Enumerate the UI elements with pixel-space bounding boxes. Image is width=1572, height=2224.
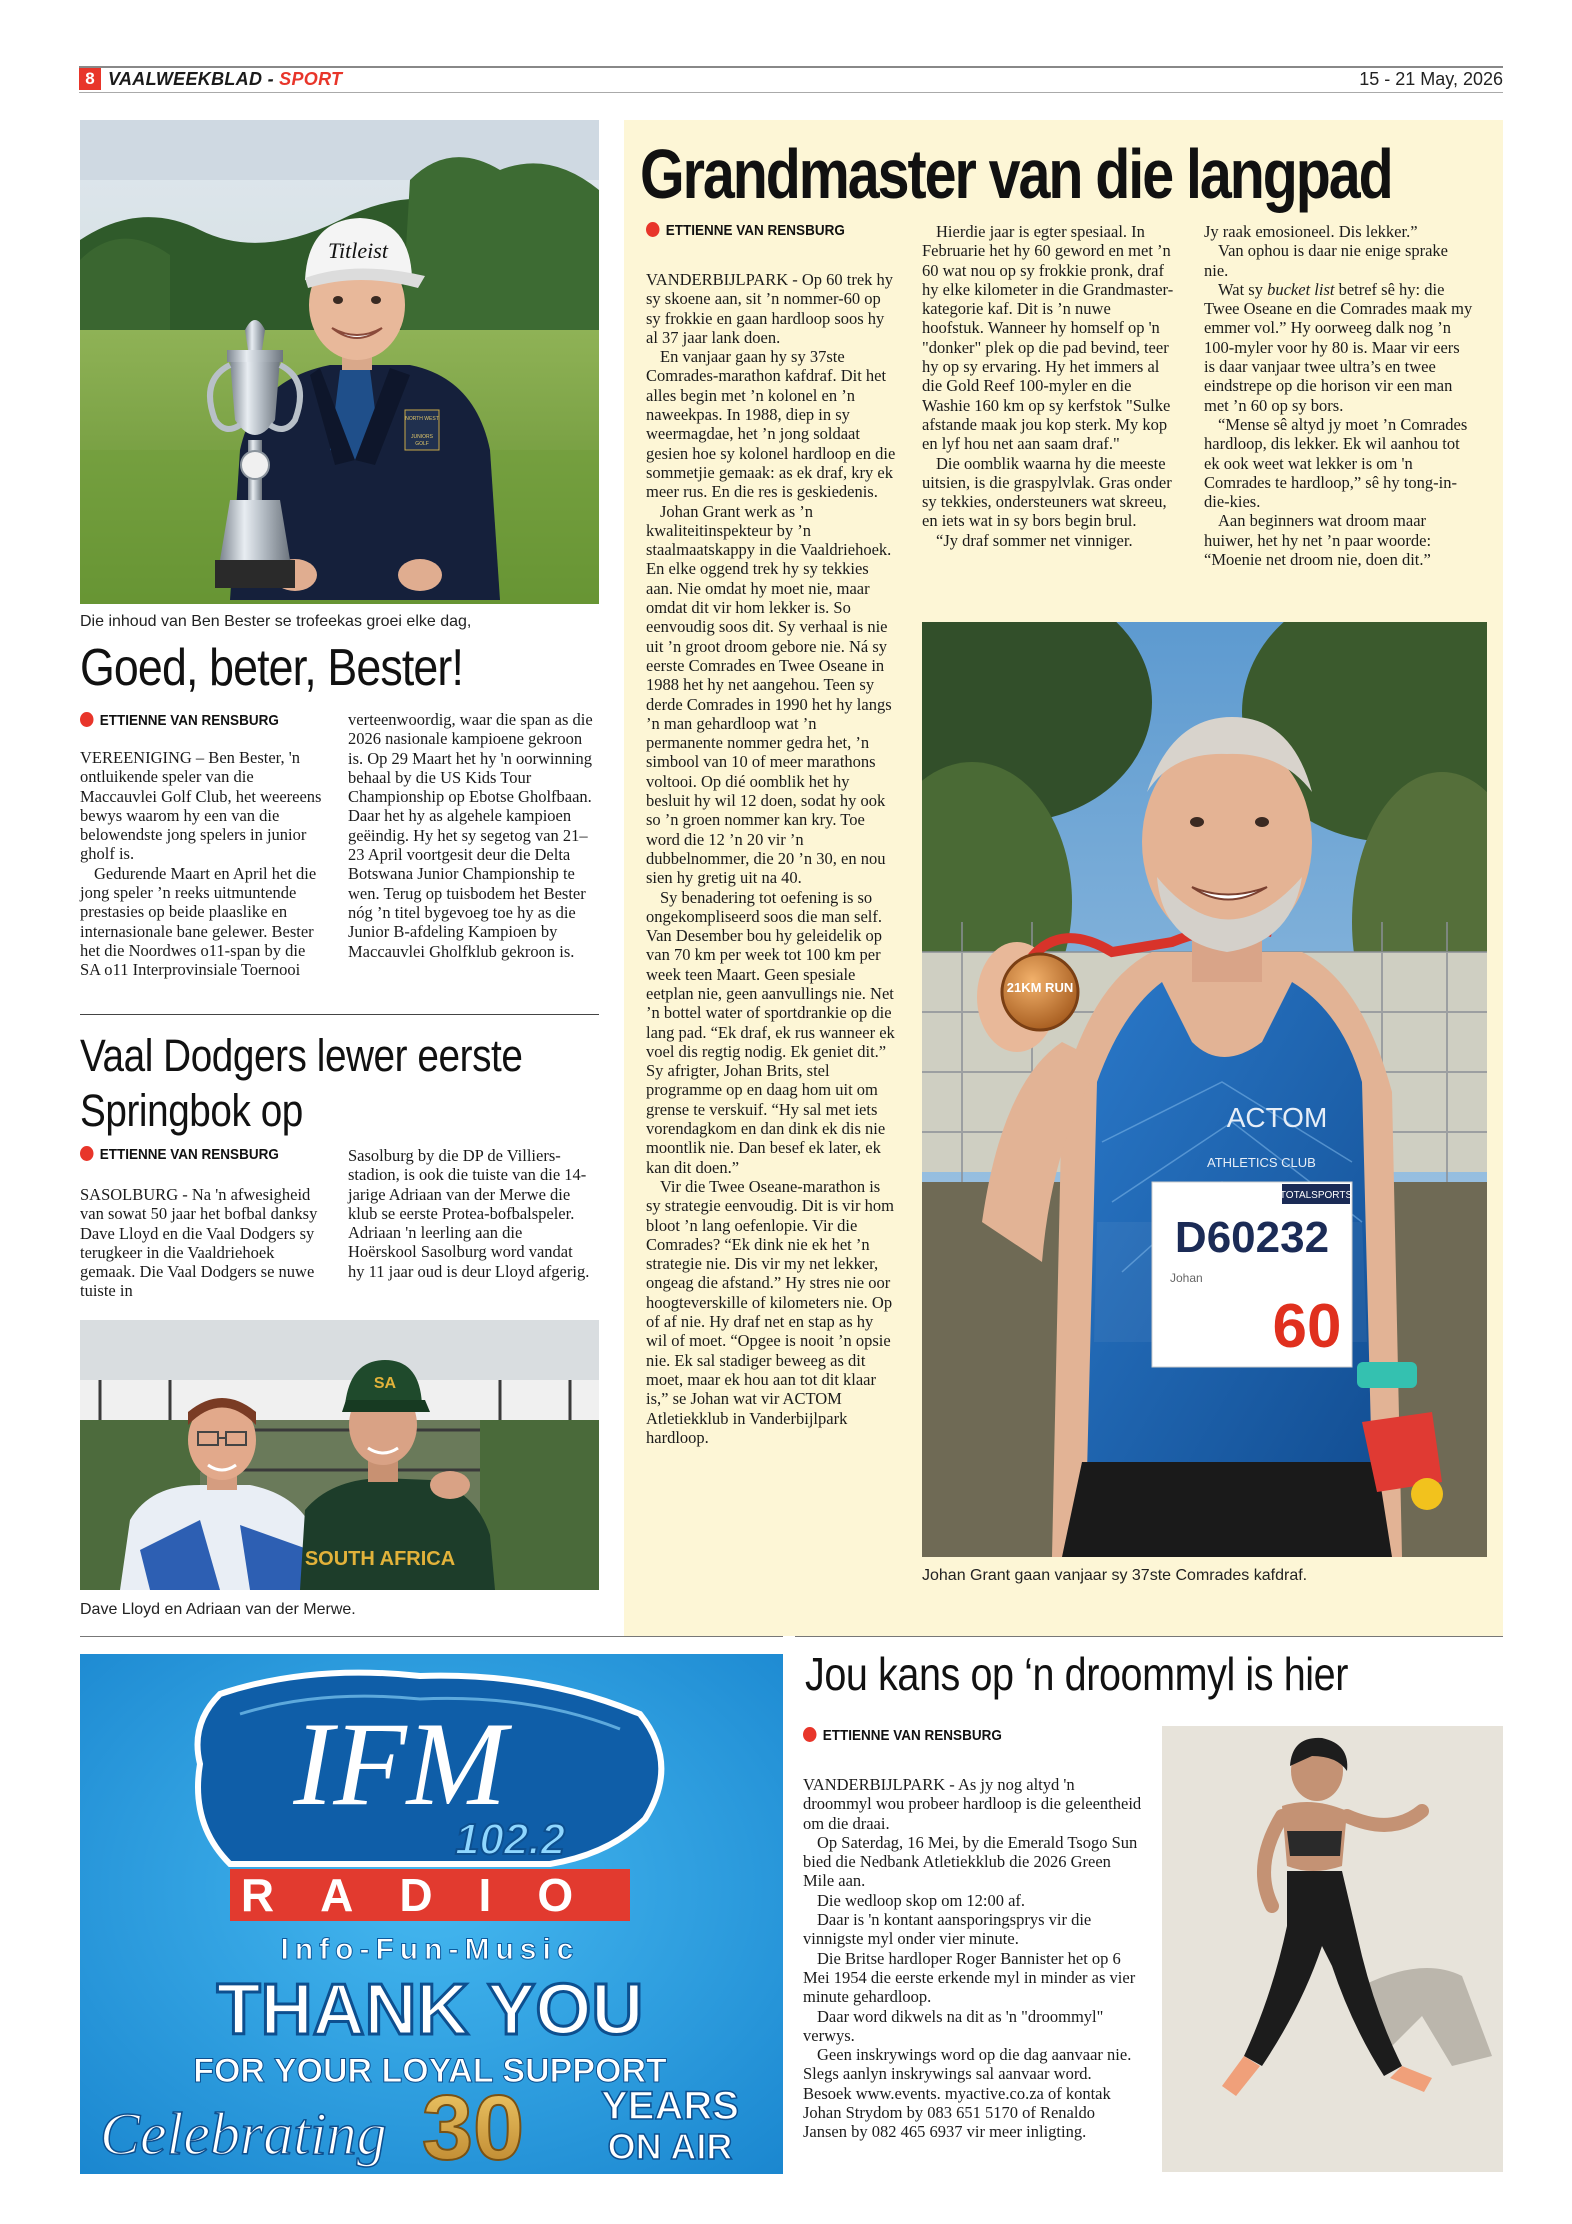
droommyl-paragraph: Op Saterdag, 16 Mei, by die Emerald Tsogo Sun bied die Nedbank Atletiekklub die 2026 Green Mile aan. — [803, 1832, 1138, 1891]
grandmaster-byline-text: ETTIENNE VAN RENSBURG — [665, 222, 845, 239]
droommyl-paragraph: Geen inskrywings word op die dag aanvaar nie. Slegs aanlyn inskrywings sal aanvaar word. Besoek www.events. myactive.co.za of kontak Johan Strydom by 083 651 5170 of Renaldo Jansen by 082 465 6937 vir meer inligting. — [803, 2045, 1132, 2142]
section-divider — [80, 1636, 783, 1637]
grandmaster-paragraph: Johan Grant werk as ’n kwaliteitinspekteur by ’n staalmaatskappy in die Vaaldriehoek. En elke oggend trek hy sy tekkies aan. Nie omdat hy moet nie, maar omdat dit vir hom lekker is. So eenvoudig soos dit. Sy verhaal is nie uit ’n groot droom gebore nie. Ná sy eerste Comrades en Twee Oseane in 1988 het hy net aangehou. Teen sy derde Comrades in 1990 het hy langs ’n man gehardloop wat ’n permanente nommer gedra het, ’n simbool van 10 of meer marathons voltooi. Op dié oomblik het hy besluit hy wil 12 doen, sodat hy ook so ’n groen nommer kan kry. Toe word die 12 ’n 20 vir ’n dubbelnommer, die 20 ’n 30, en nou sien hy gretig uit na 40. — [646, 501, 892, 888]
grandmaster-paragraph: Die oomblik waarna hy die meeste uitsien, is die graspylvlak. Gras onder sy tekkies, ondersteuners wat skreeu, en iets wat in sy bors begin brul. — [922, 453, 1172, 531]
byline-dot-icon — [80, 1146, 94, 1161]
droommyl-paragraph: VANDERBIJLPARK - As jy nog altyd 'n droommyl wou probeer hardloop is die geleentheid om die draai. — [803, 1775, 1142, 1833]
dodgers-byline-text: ETTIENNE VAN RENSBURG — [99, 1146, 279, 1163]
cap-text: SA — [373, 1375, 397, 1392]
bester-byline-text: ETTIENNE VAN RENSBURG — [99, 712, 279, 729]
ad-thank-you: THANK YOU — [216, 1970, 644, 2050]
byline-dot-icon — [646, 222, 660, 237]
grandmaster-paragraph: En vanjaar gaan hy sy 37ste Comrades-marathon kafdraf. Dit het alles begin met ’n kolonel en ’n naweekpas. In 1988, diep in sy weermagdae, het ’n jong soldaat gesien hoe sy kolonel hardloop en die sommetjie gemaak: as ek draf, kry ek meer rus. En die res is geskiedenis. — [646, 347, 896, 502]
grandmaster-headline: Grandmaster van die langpad — [640, 135, 1392, 213]
ad-years-line2: ON AIR — [607, 2126, 733, 2167]
sprinter-photo — [1162, 1726, 1503, 2172]
grandmaster-byline — [646, 222, 845, 239]
droommyl-headline: Jou kans op ‘n droommyl is hier — [805, 1648, 1348, 1700]
section-divider — [795, 1636, 1503, 1637]
bib-age: 60 — [1272, 1292, 1342, 1361]
bester-paragraph: verteenwoordig, waar die span as die 2026 nasionale kampioene gekroon is. Op 29 Maart het hy 'n oorwinning behaal by die US Kids Tour Championship op Ebotse Gholfbaan. Daar het hy as algehele kampioen geëindig. Hy het sy segetog van 21–23 April voortgesit deur die Delta Botswana Junior Championship te wen. Terug op tuisbodem het Bester nóg ’n titel bygevoeg toe hy as die Junior B-afdeling Kampioen by Maccauvlei Gholfklub gekroon is. — [348, 710, 593, 961]
dodgers-paragraph: SASOLBURG - Na 'n afwesigheid van sowat 50 jaar het bofbal danksy Dave Lloyd en die Vaal Dodgers sy terugkeer in die Vaaldriehoek gemaak. Die Vaal Dodgers se nuwe tuiste in — [80, 1185, 318, 1301]
golf-trophy-photo — [80, 120, 599, 604]
droommyl-byline — [803, 1727, 1002, 1744]
badge-text-1: NORTH WEST — [405, 416, 439, 422]
ad-celebrating: Celebrating — [100, 2101, 387, 2167]
badge-text-3: GOLF — [415, 441, 429, 447]
paper-name: VAALWEEKBLAD — [108, 69, 263, 89]
baseball-photo — [80, 1320, 599, 1590]
medal-text: 21KM RUN — [1006, 980, 1074, 995]
masthead — [108, 68, 342, 90]
grandmaster-paragraph: VANDERBIJLPARK - Op 60 trek hy sy skoene aan, sit ’n nommer-60 op sy frokkie en gaan hardloop soos hy al 37 jaar lank doen. — [646, 270, 894, 347]
droommyl-body — [803, 1775, 1143, 2142]
bester-byline — [80, 712, 279, 729]
bester-col-1 — [80, 748, 325, 980]
grandmaster-paragraph: Vir die Twee Oseane-marathon is sy strategie eenvoudig. Dit is vir hom bloot ’n lang oefenlopie. Vir die Comrades? “Ek dink nie ek het ’n strategie nie. Dis vir my net lekker, ongeag die afstand.” Hy stres nie oor hoogteverskille of kilometers nie. Op of af nie. Hy draf net en stap as hy wil of moet. “Opgee is nooit ’n opsie nie. Ek sal stadiger beweeg as dit moet, maar ek hou aan tot dit klaar is,” se Johan wat vir ACTOM Atletiekklub in Vanderbijlpark hardloop. — [646, 1176, 894, 1447]
grandmaster-col-2 — [922, 222, 1174, 550]
vest-club: ATHLETICS CLUB — [1207, 1155, 1316, 1170]
droommyl-paragraph: Die wedloop skop om 12:00 af. — [817, 1890, 1026, 1910]
baseball-photo-caption: Dave Lloyd en Adriaan van der Merwe. — [80, 1601, 356, 1618]
page-number: 8 — [79, 68, 101, 90]
runner-medal-photo — [922, 622, 1487, 1557]
bester-paragraph: VEREENIGING – Ben Bester, 'n ontluikende speler van die Maccauvlei Golf Club, het weereens bewys waarom hy een van die belowendste jong spelers in junior gholf is. — [80, 748, 322, 864]
grandmaster-paragraph: Jy raak emosioneel. Dis lekker.” — [1204, 222, 1418, 241]
droommyl-byline-text: ETTIENNE VAN RENSBURG — [822, 1727, 1002, 1744]
ad-frequency: 102.2 — [454, 1815, 566, 1864]
ad-years-line1: YEARS — [601, 2084, 739, 2128]
dodgers-headline: Vaal Dodgers lewer eerste Springbok op — [80, 1030, 523, 1136]
bib-number: D60232 — [1174, 1213, 1330, 1262]
section-name: SPORT — [279, 69, 343, 89]
ad-logo: IFM — [293, 1697, 507, 1830]
ifm-radio-advertisement[interactable] — [80, 1654, 783, 2174]
runner-photo-caption: Johan Grant gaan vanjaar sy 37ste Comrades kafdraf. — [922, 1567, 1308, 1584]
grandmaster-paragraph: “Jy draf sommer net vinniger. — [936, 530, 1133, 550]
grandmaster-paragraph: Aan beginners wat droom maar huiwer, het hy net ’n paar woorde: “Moenie net droom nie, doen dit.” — [1204, 511, 1432, 570]
bib-name: Johan — [1170, 1271, 1203, 1285]
grandmaster-paragraph: Wat sy bucket list betref sê hy: die Twee Oseane en die Comrades maak my emmer vol.” Hy oorweeg dalk nog ’n 100-myler voor hy 80 is. Maar vir eers is daar vanjaar twee ultra’s en twee eindstrepe op die horison vir een man met ’n 60 op sy bors. — [1204, 279, 1473, 415]
grandmaster-col-3 — [1204, 222, 1474, 569]
ad-tagline: Info-Fun-Music — [280, 1933, 580, 1966]
grandmaster-paragraph: “Mense sê altyd jy moet ’n Comrades hardloop, dis lekker. Ek wil aanhou tot ek ook weet wat lekker is om 'n Comrades te hardloop,” sê hy tong-in-die-kies. — [1204, 414, 1468, 512]
ad-years-number: 30 — [421, 2077, 525, 2174]
dodgers-paragraph: Sasolburg by die DP de Villiers-stadion, is ook die tuiste van die 14-jarige Adriaan van der Merwe die klub se eerste Protea-bofbalspeler. Adriaan 'n leerling aan die Hoërskool Sasolburg word vandat hy 11 jaar oud is deur Lloyd afgerig. — [348, 1146, 590, 1281]
dodgers-byline — [80, 1146, 279, 1163]
golf-photo-caption: Die inhoud van Ben Bester se trofeekas groei elke dag, — [80, 613, 472, 630]
ad-radio-word: RADIO — [240, 1869, 620, 1921]
grandmaster-paragraph: Van ophou is daar nie enige sprake nie. — [1204, 241, 1449, 280]
header-rule-bottom — [79, 92, 1503, 93]
grandmaster-paragraph: Sy benadering tot oefening is so ongekompliseerd soos die man self. Van Desember bou hy geleidelik op van 70 km per week tot 100 km per week teen Maart. Geen spesiale eetplan nie, geen aanvullings nie. Net ’n bottel water of sportdrankie op die lang pad. “Ek draf, ek rus wanneer ek voel dis regtig nodig. Ek geniet dit.” Sy afrigter, Johan Brits, stel programme op en daag hom uit om grense te verskuif. “Hy sal met iets vorendagkom en dan dink ek dis nie moontlik nie. Dan besef ek later, ek kan dit doen.” — [646, 887, 895, 1177]
droommyl-paragraph: Die Britse hardloper Roger Bannister het op 6 Mei 1954 die eerste erkende myl in minder as vier minute gehardloop. — [803, 1948, 1136, 2007]
byline-dot-icon — [803, 1727, 817, 1742]
bester-col-2 — [348, 710, 593, 961]
grandmaster-col-1 — [646, 270, 896, 1447]
droommyl-paragraph: Daar is 'n kontant aansporingsprys vir die vinnigste myl onder vier minute. — [803, 1910, 1092, 1949]
byline-dot-icon — [80, 712, 94, 727]
droommyl-paragraph: Daar word dikwels na dit as 'n "droommyl" verwys. — [803, 2006, 1104, 2045]
shirt-text: SOUTH AFRICA — [304, 1548, 456, 1570]
issue-date: 15 - 21 May, 2026 — [1359, 69, 1503, 89]
bib-sponsor: TOTALSPORTS — [1279, 1190, 1353, 1201]
grandmaster-paragraph: Hierdie jaar is egter spesiaal. In Februarie het hy 60 geword en met ’n 60 wat nou op sy frokkie pronk, draf hy elke kilometer in die Grandmaster-kategorie kaf. Dit is ’n nuwe hoofstuk. Wanneer hy homself op 'n "donker" plek op die pad bevind, teer hy op sy ervaring. Hy het immers al die Gold Reef 100-myler en die Washie 160 km op sy kerfstok "Sulke afstande maak jou kop sterk. My kop en lyf hou net aan saam draf." — [922, 222, 1174, 454]
ad-support-line: FOR YOUR LOYAL SUPPORT — [193, 2052, 667, 2090]
dodgers-col-2 — [348, 1146, 593, 1281]
dodgers-col-1 — [80, 1185, 325, 1301]
masthead-separator: - — [262, 69, 280, 89]
vest-brand: ACTOM — [1226, 1102, 1328, 1133]
article-divider — [80, 1014, 599, 1015]
bester-paragraph: Gedurende Maart en April het die jong speler ’n reeks uitmuntende prestasies op beide plaaslike en internasionale bane gelewer. Bester het die Noordwes o11-span by die SA o11 Interprovinsiale Toernooi — [80, 863, 317, 980]
cap-logo: Titleist — [328, 238, 388, 263]
bester-headline: Goed, beter, Bester! — [80, 639, 464, 697]
badge-text-2: JUNIORS — [411, 434, 433, 440]
